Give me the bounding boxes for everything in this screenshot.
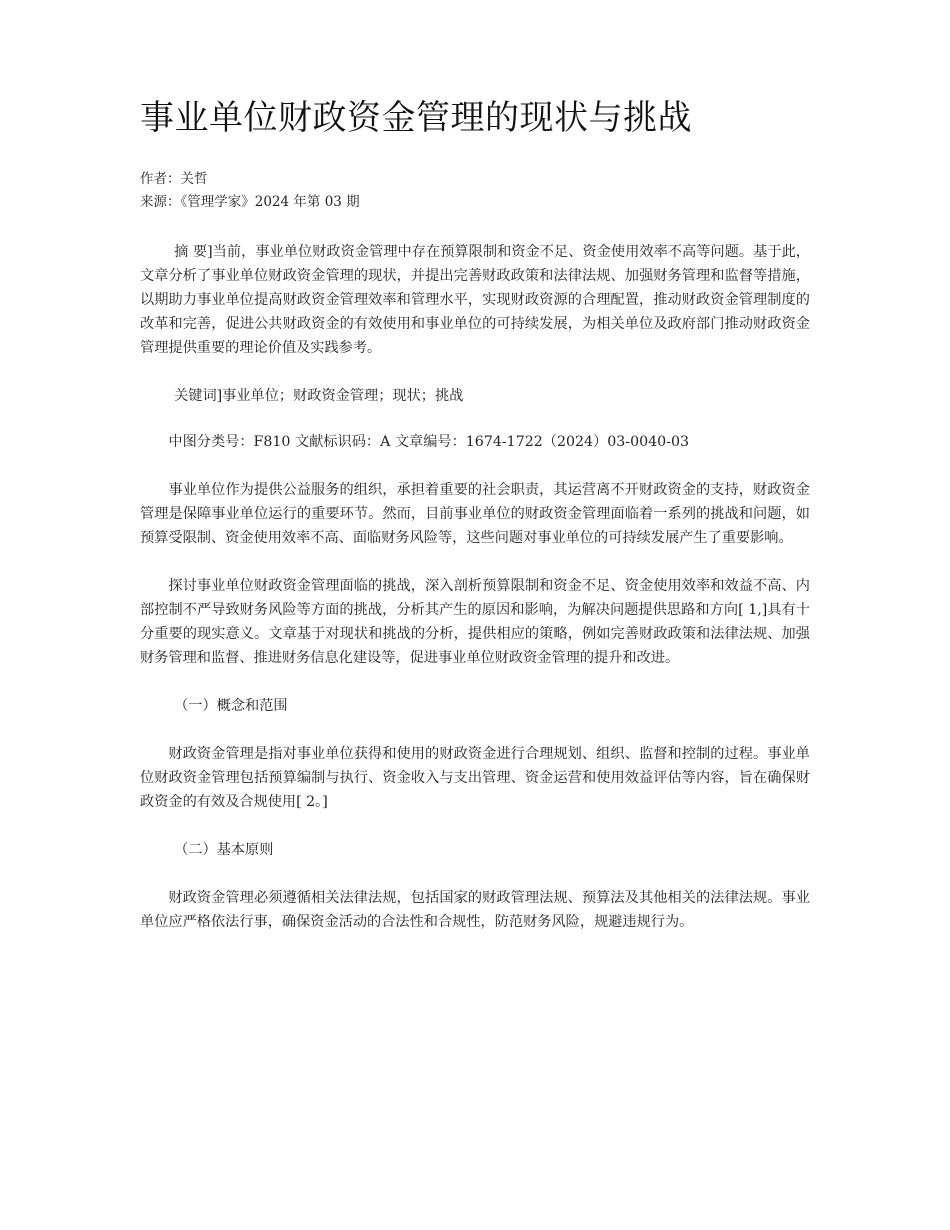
author-line: 作者：关哲 xyxy=(140,171,208,187)
abstract: 摘 要]当前，事业单位财政资金管理中存在预算限制和资金不足、资金使用效率不高等问题。基于此，文章分析了事业单位财政资金管理的现状，并提出完善财政政策和法律法规、加强财务管理和监督等措施，以期助力事业单位提高财政资金管理效率和管理水平，实现财政资源的合理配置，推动财政资金管理制度的改革和完善，促进公共财政资金的有效使用和事业单位的可持续发展，为相关单位及政府部门推动财政资金管理提供重要的理论价值及实践参考。 xyxy=(140,244,810,356)
source-line: 来源：《管理学家》2024 年第 03 期 xyxy=(140,194,360,210)
intro-paragraph-1: 事业单位作为提供公益服务的组织，承担着重要的社会职责，其运营离不开财政资金的支持，财政资金管理是保障事业单位运行的重要环节。然而，目前事业单位的财政资金管理面临着一系列的挑战和问题，如预算受限制、资金使用效率不高、面临财务风险等，这些问题对事业单位的可持续发展产生了重要影响。 xyxy=(140,482,810,546)
article-meta xyxy=(140,168,810,214)
classification-line: 中图分类号：F810 文献标识码：A 文章编号：1674-1722（2024）03-0040-03 xyxy=(168,434,690,450)
section-paragraph-concept: 财政资金管理是指对事业单位获得和使用的财政资金进行合理规划、组织、监督和控制的过程。事业单位财政资金管理包括预算编制与执行、资金收入与支出管理、资金运营和使用效益评估等内容，旨在确保财政资金的有效及合规使用[ 2。] xyxy=(140,746,810,810)
section-heading-concept: （一）概念和范围 xyxy=(174,698,288,714)
keywords: 关键词]事业单位；财政资金管理；现状；挑战 xyxy=(174,388,464,404)
section-paragraph-principles: 财政资金管理必须遵循相关法律法规，包括国家的财政管理法规、预算法及其他相关的法律法规。事业单位应严格依法行事，确保资金活动的合法性和合规性，防范财务风险，规避违规行为。 xyxy=(140,890,810,930)
article-title: 事业单位财政资金管理的现状与挑战 xyxy=(140,98,692,138)
intro-paragraph-2: 探讨事业单位财政资金管理面临的挑战，深入剖析预算限制和资金不足、资金使用效率和效益不高、内部控制不严导致财务风险等方面的挑战，分析其产生的原因和影响，为解决问题提供思路和方向[ 1,]具有十分重要的现实意义。文章基于对现状和挑战的分析，提供相应的策略，例如完善财政政策和法律法规、加强财务管理和监督、推进财务信息化建设等，促进事业单位财政资金管理的提升和改进。 xyxy=(140,578,810,666)
article-body xyxy=(140,92,810,934)
section-heading-principles: （二）基本原则 xyxy=(174,842,274,858)
